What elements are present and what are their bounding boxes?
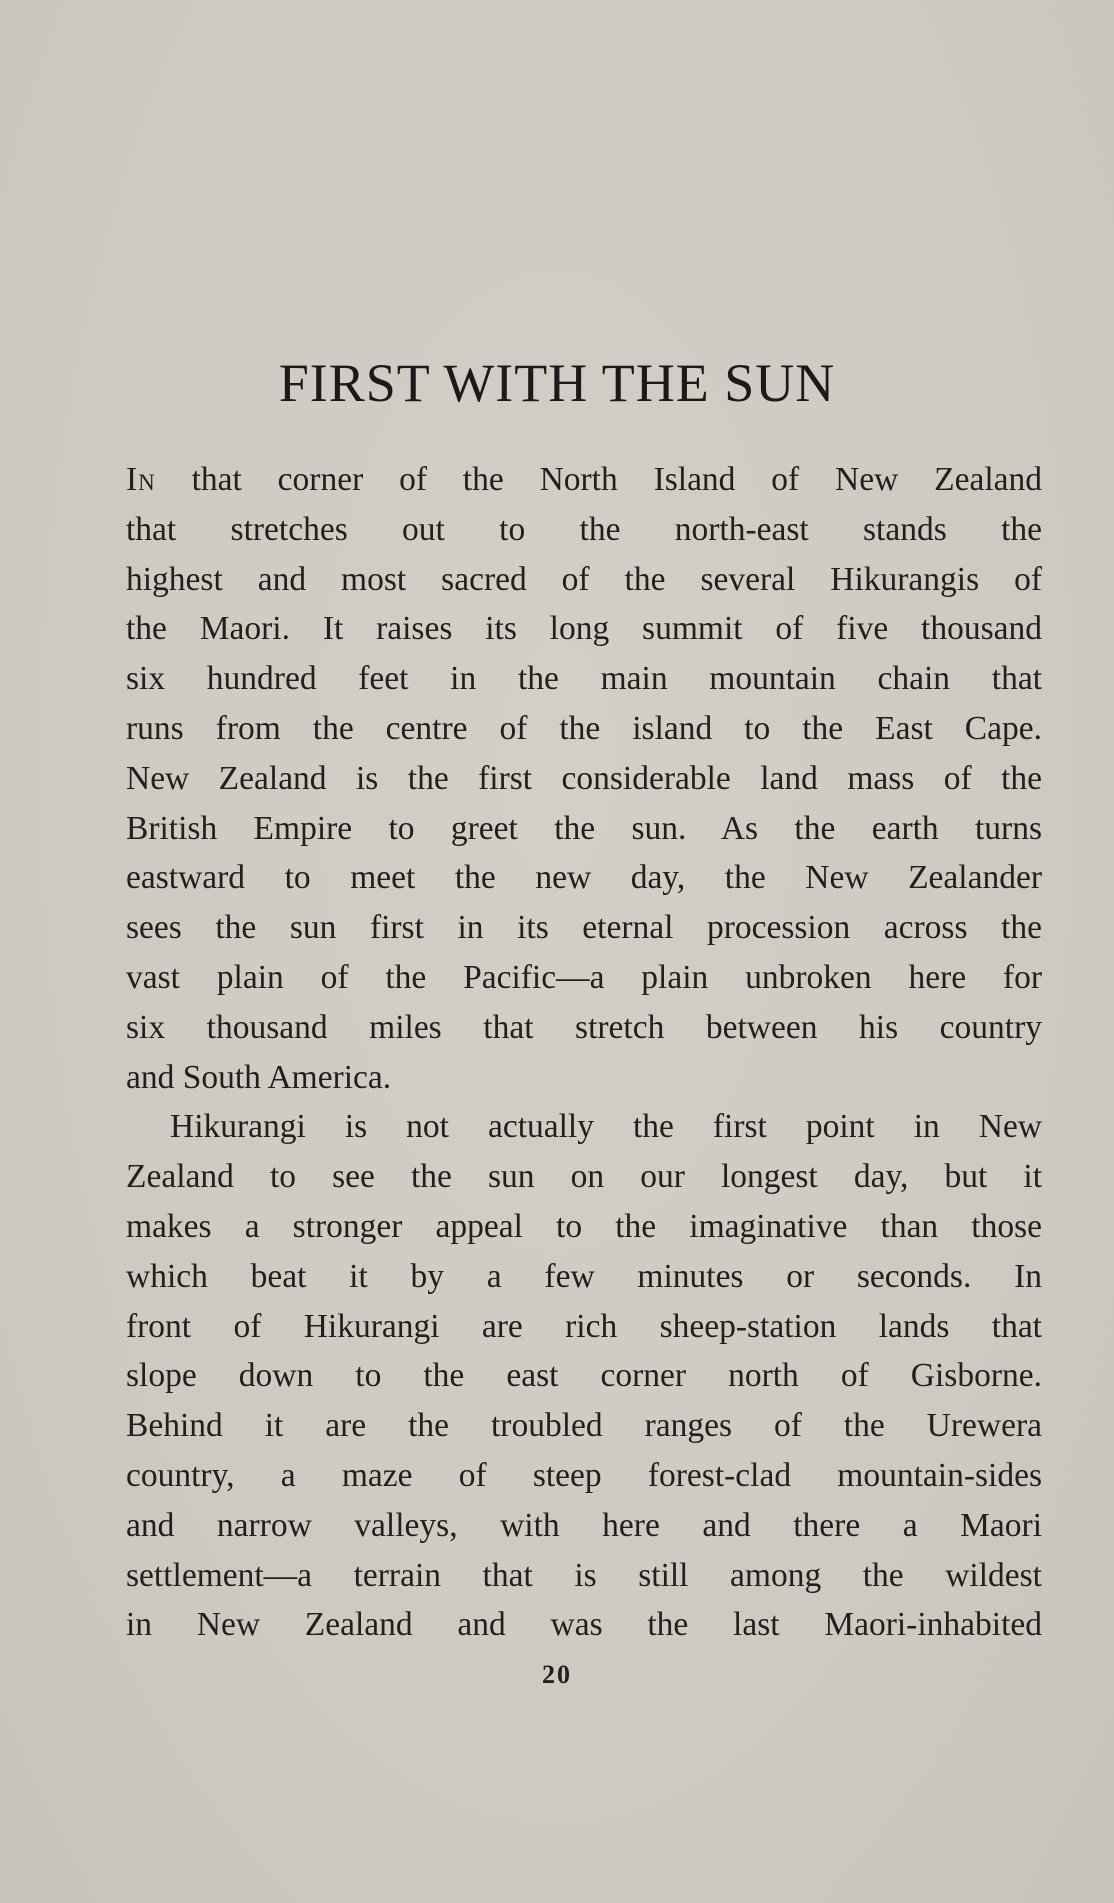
text-line: New Zealand is the first considerable land mass of the <box>126 759 1042 797</box>
text-line: Behind it are the troubled ranges of the Urewera <box>126 1407 1042 1445</box>
text-line: Zealand to see the sun on our longest day, but it <box>126 1158 1042 1196</box>
text-line: sees the sun first in its eternal procession across the <box>126 909 1042 947</box>
text-line: the Maori. It raises its long summit of five thousand <box>126 610 1042 648</box>
text-line: vast plain of the Pacific—a plain unbroken here for <box>126 958 1042 996</box>
text-line: settlement—a terrain that is still among the wildest <box>126 1556 1042 1594</box>
text-line: runs from the centre of the island to the East Cape. <box>126 709 1042 747</box>
text-line: Hikurangi is not actually the first point in New <box>170 1108 1042 1146</box>
text-line: which beat it by a few minutes or seconds. In <box>126 1257 1042 1295</box>
text-line: slope down to the east corner north of Gisborne. <box>126 1357 1042 1395</box>
text-line: in New Zealand and was the last Maori-inhabited <box>126 1606 1042 1644</box>
chapter-title: FIRST WITH THE SUN <box>278 353 836 413</box>
page-number: 20 <box>542 1660 572 1689</box>
text-line: six thousand miles that stretch between his country <box>126 1008 1042 1046</box>
lead-in-small-caps: In <box>126 461 156 498</box>
text-line <box>126 455 1042 505</box>
text-line: eastward to meet the new day, the New Zealander <box>126 859 1042 897</box>
text-line: and South America. <box>126 1058 392 1096</box>
text-line: British Empire to greet the sun. As the earth turns <box>126 809 1042 847</box>
text-line: highest and most sacred of the several Hikurangis of <box>126 560 1042 598</box>
text-line: that stretches out to the north-east stands the <box>126 510 1042 548</box>
text-line: country, a maze of steep forest-clad mountain-sides <box>126 1456 1042 1494</box>
text-line: makes a stronger appeal to the imaginative than those <box>126 1207 1042 1245</box>
body-text <box>126 455 1042 1650</box>
text-line: six hundred feet in the main mountain chain that <box>126 660 1042 698</box>
text-line: front of Hikurangi are rich sheep-station lands that <box>126 1307 1042 1345</box>
text-line: and narrow valleys, with here and there a Maori <box>126 1506 1042 1544</box>
text-line-rest: that corner of the North Island of New Zealand <box>155 461 1042 498</box>
